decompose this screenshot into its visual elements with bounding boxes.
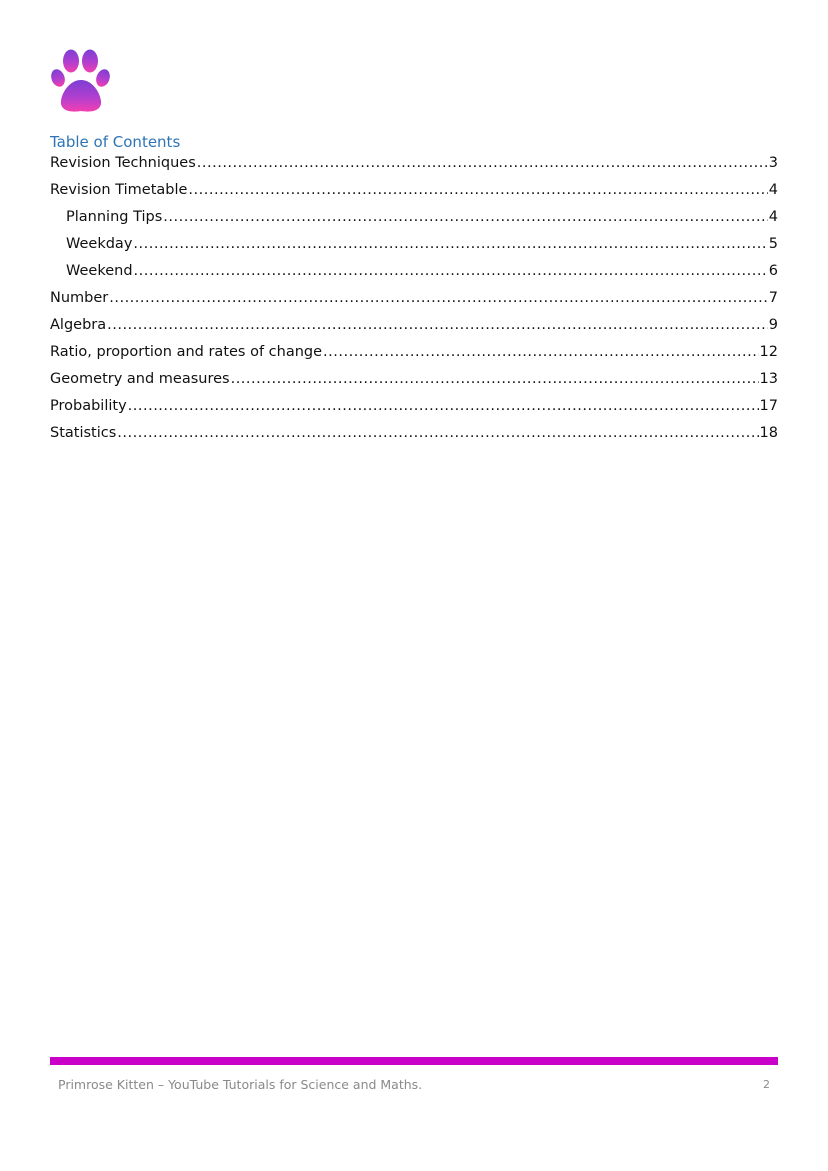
toc-entry-ratio[interactable] [50,341,778,368]
toc-entry-label: Geometry and measures [50,371,230,387]
toc-entry-label: Algebra [50,317,107,333]
toc-entry-label: Weekday [66,236,133,252]
toc-entry-label: Number [50,290,109,306]
footer-text: Primrose Kitten – YouTube Tutorials for Science and Maths. [58,1077,423,1092]
toc-entry-label: Statistics [50,425,117,441]
toc-entry-page: 13 [759,371,778,387]
footer-page-number: 2 [763,1078,770,1091]
dot-leader [163,206,767,228]
dot-leader [109,287,768,309]
toc-entry-page: 9 [768,317,778,333]
toc-entry-algebra[interactable] [50,314,778,341]
toc-entry-label: Planning Tips [66,209,163,225]
dot-leader [197,152,768,174]
toc-entry-label: Ratio, proportion and rates of change [50,344,323,360]
toc-entry-page: 7 [768,290,778,306]
dot-leader [117,422,758,444]
dot-leader [323,341,759,363]
toc-entry-statistics[interactable] [50,422,778,449]
footer-divider-bar [50,1057,778,1065]
dot-leader [133,233,767,255]
toc-entry-revision-timetable[interactable] [50,179,778,206]
toc-entry-label: Revision Techniques [50,155,196,171]
toc-entry-page: 18 [759,425,778,441]
toc-entry-page: 12 [759,344,778,360]
toc-entry-page: 4 [768,209,778,225]
toc-entry-page: 6 [768,263,778,279]
dot-leader [231,368,759,390]
toc-entry-weekend[interactable] [50,260,778,287]
table-of-contents [50,152,778,449]
toc-entry-label: Probability [50,398,127,414]
toc-heading: Table of Contents [50,133,181,151]
dot-leader [188,179,767,201]
dot-leader [107,314,768,336]
toc-entry-planning-tips[interactable] [50,206,778,233]
toc-entry-probability[interactable] [50,395,778,422]
toc-entry-weekday[interactable] [50,233,778,260]
dot-leader [134,260,768,282]
toc-entry-page: 17 [759,398,778,414]
toc-entry-page: 5 [768,236,778,252]
toc-entry-label: Weekend [66,263,133,279]
toc-entry-geometry[interactable] [50,368,778,395]
toc-entry-page: 3 [768,155,778,171]
dot-leader [128,395,759,417]
toc-entry-label: Revision Timetable [50,182,188,198]
toc-entry-revision-techniques[interactable] [50,152,778,179]
toc-entry-page: 4 [768,182,778,198]
paw-print-icon [50,48,112,114]
toc-entry-number[interactable] [50,287,778,314]
